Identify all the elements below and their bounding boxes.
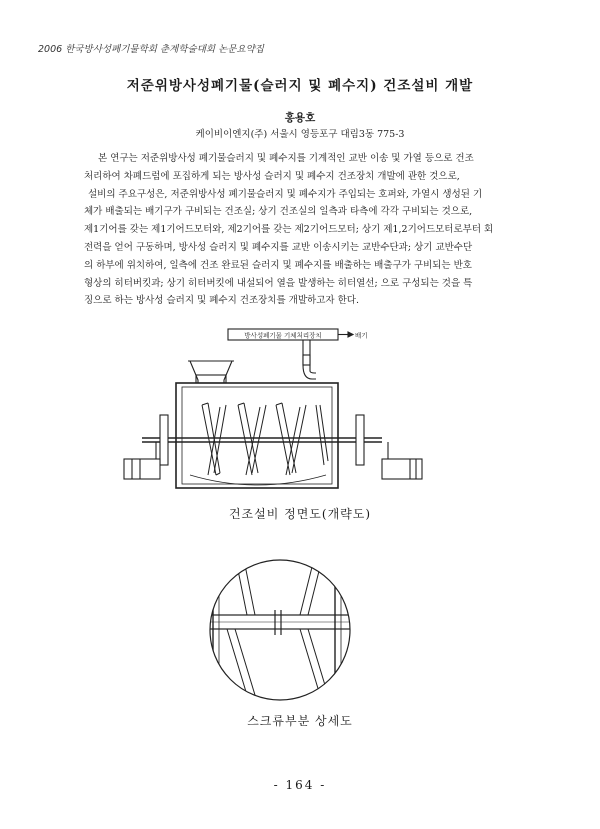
exhaust-label: 배기 (355, 331, 368, 340)
author-affiliation: 케이비이엔지(주) 서울시 영등포구 대림3동 775-3 (195, 129, 405, 140)
figure2-caption: 스크류부분 상세도 (247, 714, 353, 728)
abstract-line: 전력을 얻어 구동하며, 방사성 슬러지 및 폐수지를 교반 이송시키는 교반수단과; 상기 교반수단 (84, 241, 473, 253)
abstract-body (84, 150, 536, 310)
author-name: 홍용호 (284, 112, 316, 124)
paper-title: 저준위방사성폐기물(슬러지 및 폐수지) 건조설비 개발 (126, 78, 474, 94)
dryer-schematic-figure (120, 325, 440, 497)
abstract-line: 체가 배출되는 배기구가 구비되는 건조실; 상기 건조실의 일측과 타측에 각각 구비되는 것으로, (84, 206, 473, 218)
screw-detail-figure (205, 555, 355, 705)
gear-left (160, 415, 168, 465)
heater-bucket (190, 475, 326, 485)
abstract-line: 형상의 히터버킷과; 상기 히터버킷에 내설되어 열을 발생하는 히터열선; 으로 구성되는 것을 특 (84, 277, 473, 289)
geared-motor-left (124, 459, 160, 479)
abstract-line: 징으로 하는 방사성 슬러지 및 폐수지 건조장치를 개발하고자 한다. (84, 295, 359, 307)
journal-header: 2006 한국방사성폐기물학회 춘계학술대회 논문요약집 (38, 44, 264, 55)
page-number: - 164 - (273, 778, 327, 792)
abstract-line: 의 하부에 위치하여, 일측에 건조 완료된 슬러지 및 폐수지를 배출하는 배출구가 구비되는 반호 (84, 259, 472, 271)
abstract-line: 제1기어를 갖는 제1기어드모터와, 제2기어를 갖는 제2기어드모터; 상기 제1,2기어드모터로부터 회 (84, 224, 494, 236)
gear-right (356, 415, 364, 465)
figure1-caption: 건조설비 정면도(개략도) (228, 507, 372, 521)
abstract-line: 처리하여 차폐드럼에 포집하게 되는 방사성 슬러지 및 폐수지 건조장치 개발에 관한 것으로, (84, 170, 460, 182)
gas-treatment-label: 방사성폐기물 기체처리장치 (244, 331, 322, 340)
abstract-line: 본 연구는 저준위방사성 폐기물슬러지 및 폐수지를 기계적인 교반 이송 및 가열 등으로 건조 (98, 153, 474, 164)
drying-chamber (176, 383, 338, 488)
abstract-line: 설비의 주요구성은, 저준위방사성 폐기물슬러지 및 폐수지가 주입되는 호퍼와, 가열시 생성된 기 (88, 188, 483, 200)
hopper (188, 361, 234, 383)
